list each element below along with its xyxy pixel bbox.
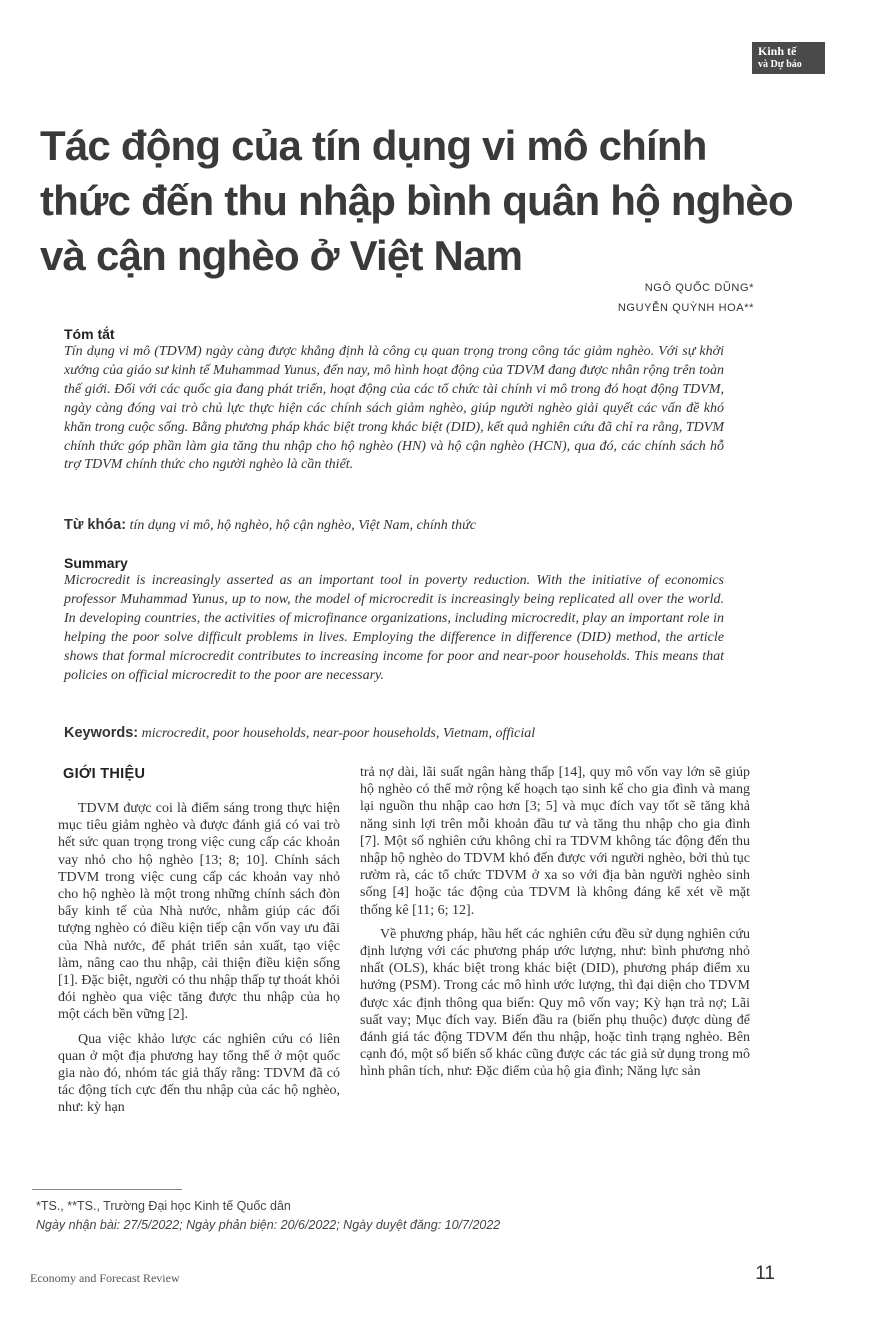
badge-line1: Kinh tế xyxy=(758,44,797,58)
body-column-right xyxy=(360,764,750,1081)
article-title xyxy=(40,118,800,283)
page-number: 11 xyxy=(755,1263,775,1284)
abstract-english xyxy=(64,555,724,685)
abstract-en-text: Microcredit is increasingly asserted as an important tool in poverty reduction. With the initiative of economics professor Muhammad Yunus, up to now, the model of microcredit is increasingly being replicated all over the world. In developing countries, the activities of microfinance organizations, including microcredit, play an important role in helping the poor solve difficult problems in lives. Employing the difference in difference (DID) method, the article shows that formal microcredit contributes to increasing income for poor and near-poor households. This means that policies on official microcredit to the poor are necessary. xyxy=(64,573,724,683)
keywords-english xyxy=(64,724,724,743)
abstract-vi-heading: Tóm tắt xyxy=(64,326,115,342)
footnote-affiliation: *TS., **TS., Trường Đại học Kinh tế Quốc dân xyxy=(36,1199,291,1213)
title-line-3: và cận nghèo ở Việt Nam xyxy=(40,232,523,279)
keywords-vietnamese xyxy=(64,516,724,535)
footnote-divider xyxy=(32,1189,182,1190)
abstract-en-heading: Summary xyxy=(64,555,128,571)
intro-paragraph-1: TDVM được coi là điểm sáng trong thực hiện mục tiêu giảm nghèo và được đánh giá có vai trò hết sức quan trọng trong việc cung cấp các khoản vay nhỏ cho hộ nghèo [13; 8; 10]. Chính sách TDVM trong việc cung cấp các khoản vay nhỏ cho hộ nghèo là một trong những chính sách đòn bẩy kinh tế của Nhà nước, nhằm giúp các đối tượng nghèo có điều kiện tiếp cận vốn vay ưu đãi của Nhà nước, để phát triển sản xuất, tạo việc làm, nâng cao thu nhập, cải thiện điều kiện sống [1]. Đặc biệt, người có thu nhập thấp tự thoát khỏi đói nghèo qua việc tăng được thu nhập của họ một cách bền vững [2]. xyxy=(58,801,340,1023)
journal-logo-badge xyxy=(752,42,825,74)
title-line-2: thức đến thu nhập bình quân hộ nghèo xyxy=(40,177,793,224)
body-column-left xyxy=(58,766,340,1117)
keywords-vi-label: Từ khóa: xyxy=(64,517,127,533)
intro-paragraph-3: trả nợ dài, lãi suất ngân hàng thấp [14], quy mô vốn vay lớn sẽ giúp hộ nghèo có thể mở rộng kế hoạch tạo sinh kế cho gia đình và mang lại nguồn thu nhập cao hơn [3; 5] và mục đích vay tốt sẽ tăng khả năng sinh lợi trên mỗi khoản đầu tư và tăng thu nhập cho gia đình [7]. Một số nghiên cứu không chỉ ra TDVM không tác động đến thu nhập hộ nghèo do TDVM khó đến được với người nghèo, bởi thủ tục rườm rà, các tổ chức TDVM ở xa so với địa bàn người nghèo sinh sống [4] hoặc tác động của TDVM là không đáng kể xét về mặt thống kê [11; 6; 12]. xyxy=(360,765,750,918)
keywords-en-text: microcredit, poor households, near-poor households, Vietnam, official xyxy=(141,726,536,741)
author-2: NGUYỄN QUỲNH HOA** xyxy=(617,302,754,314)
abstract-vietnamese xyxy=(64,326,724,475)
intro-paragraph-4: Về phương pháp, hầu hết các nghiên cứu đều sử dụng nghiên cứu định lượng với các phương pháp ước lượng, như: bình phương nhỏ nhất (OLS), khác biệt trong khác biệt (DID), phương pháp điểm xu hướng (PSM). Trong các mô hình ước lượng, thì đại diện cho TDVM được xác định thông qua biến: Quy mô vốn vay; Kỳ hạn trả nợ; Lãi suất vay; Mục đích vay. Biến đầu ra (biến phụ thuộc) được dùng để đánh giá tác động TDVM đến thu nhập, hoặc tình trạng nghèo. Bên cạnh đó, một số biến số khác cũng được các tác giả sử dụng trong mô hình phân tích, như: Đặc điểm của hộ gia đình; Năng lực sản xyxy=(360,926,750,1080)
footnote-dates: Ngày nhận bài: 27/5/2022; Ngày phản biện: 20/6/2022; Ngày duyệt đăng: 10/7/2022 xyxy=(36,1218,501,1232)
badge-line2: và Dự báo xyxy=(758,59,802,70)
title-line-1: Tác động của tín dụng vi mô chính xyxy=(40,122,707,169)
keywords-vi-text: tín dụng vi mô, hộ nghèo, hộ cận nghèo, Việt Nam, chính thức xyxy=(129,518,476,533)
author-list xyxy=(618,278,754,318)
abstract-vi-text: Tín dụng vi mô (TDVM) ngày càng được khẳng định là công cụ quan trọng trong công tác giảm nghèo. Với sự khởi xướng của giáo sư kinh tế Muhammad Yunus, đến nay, mô hình hoạt động của TDVM đang được nhân rộng trên toàn thế giới. Đối với các quốc gia đang phát triển, hoạt động của các tổ chức tài chính vi mô trong đó hoạt động TDVM, ngày càng đóng vai trò chủ lực thực hiện các chính sách giảm nghèo, giúp người nghèo giải quyết các vấn đề khó khăn trong cuộc sống. Bằng phương pháp khác biệt trong khác biệt (DID), kết quả nghiên cứu đã chỉ ra rằng, TDVM chính thức góp phần làm gia tăng thu nhập cho hộ nghèo (HN) và hộ cận nghèo (HCN), qua đó, các chính sách hỗ trợ TDVM chính thức cho người nghèo là cần thiết. xyxy=(64,344,724,473)
author-1: NGÔ QUỐC DŨNG* xyxy=(644,282,754,294)
keywords-en-label: Keywords: xyxy=(64,725,139,741)
intro-paragraph-2: Qua việc khảo lược các nghiên cứu có liên quan ở một địa phương hay tổng thể ở một quốc gia nào đó, nhóm tác giả thấy rằng: TDVM đã có tác động tích cực đến thu nhập của các hộ nghèo, như: kỳ hạn xyxy=(58,1031,340,1116)
journal-name-footer: Economy and Forecast Review xyxy=(30,1271,180,1285)
section-heading-intro: GIỚI THIỆU xyxy=(63,766,146,782)
